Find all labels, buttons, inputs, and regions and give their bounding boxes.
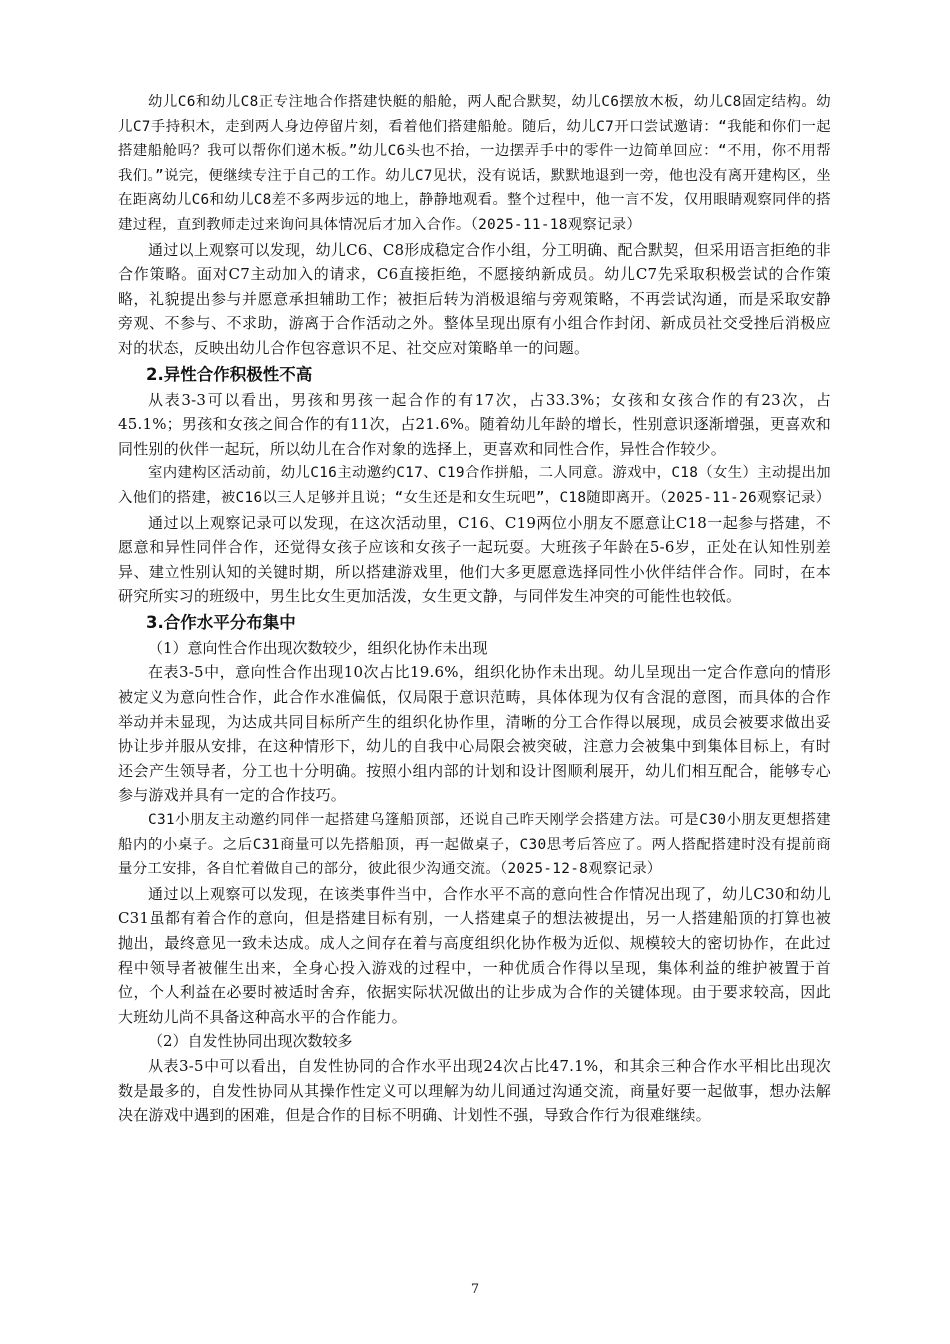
analysis-paragraph-3: 通过以上观察可以发现，在该类事件当中，合作水平不高的意向性合作情况出现了，幼儿C30和幼儿C31虽都有着合作的意向，但是搭建目标有别，一人搭建桌子的想法被提出，另一人搭建船顶的打算也被抛出，最终意见一致未达成。成人之间存在着与高度组织化协作极为近似、规模较大的密切协作，在此过程中领导者被催生出来，全身心投入游戏的过程中，一种优质合作得以呈现，集体利益的维护被置于首位，个人利益在必要时被适时舍弃，依据实际状况做出的让步成为合作的关键体现。由于要求较高，因此大班幼儿尚不具备这种高水平的合作能力。 [118,884,831,1026]
analysis-paragraph-2: 通过以上观察记录可以发现，在这次活动里，C16、C19两位小朋友不愿意让C18一起参与搭建，不愿意和异性同伴合作，还觉得女孩子应该和女孩子一起玩耍。大班孩子年龄在5-6岁，正处在认知性别差异、建立性别认知的关键时期，所以搭建游戏里，他们大多更愿意选择同性小伙伴结伴合作。同时，在本研究所实习的班级中，男生比女生更加活泼，女生更文静，与同伴发生冲突的可能性也较低。 [118,513,831,606]
subheading-2: （2）自发性协同出现次数较多 [148,1032,353,1051]
observation-record-2: 室内建构区活动前，幼儿C16主动邀约C17、C19合作拼船，二人同意。游戏中，C18（女生）主动提出加入他们的搭建，被C16以三人足够并且说；“女生还是和女生玩吧”，C18随即离开。（2025-11-26观察记录） [118,465,831,506]
analysis-paragraph-1: 通过以上观察可以发现，幼儿C6、C8形成稳定合作小组，分工明确、配合默契，但采用语言拒绝的非合作策略。面对C7主动加入的请求，C6直接拒绝，不愿接纳新成员。幼儿C7先采取积极尝试的合作策略，礼貌提出参与并愿意承担辅助工作；被拒后转为消极退缩与旁观策略，不再尝试沟通，而是采取安静旁观、不参与、不求助，游离于合作活动之外。整体呈现出原有小组合作封闭、新成员社交受挫后消极应对的状态，反映出幼儿合作包容意识不足、社交应对策略单一的问题。 [118,240,831,357]
document-page [118,90,831,1128]
subheading-1: （1）意向性合作出现次数较少，组织化协作未出现 [148,638,488,657]
page-number: 7 [470,1282,480,1297]
section-heading-2: 2.异性合作积极性不高 [146,364,313,384]
body-paragraph-gender: 从表3-3可以看出，男孩和男孩一起合作的有17次，占33.3%；女孩和女孩合作的有23次，占45.1%；男孩和女孩之间合作的有11次，占21.6%。随着幼儿年龄的增长，性别意识逐渐增强，更喜欢和同性别的伙伴一起玩，所以幼儿在合作对象的选择上，更喜欢和同性合作，异性合作较少。 [118,390,831,458]
body-paragraph-intentional: 在表3-5中，意向性合作出现10次占比19.6%，组织化协作未出现。幼儿呈现出一定合作意向的情形被定义为意向性合作，此合作水准偏低，仅局限于意识范畴，具体体现为仅有含混的意图，而具体的合作举动并未显现，为达成共同目标所产生的组织化协作里，清晰的分工合作得以展现，成员会被要求做出妥协让步并服从安排，在这种情形下，幼儿的自我中心局限会被突破，注意力会被集中到集体目标上，有时还会产生领导者，分工也十分明确。按照小组内部的计划和设计图顺利展开，幼儿们相互配合，能够专心参与游戏并具有一定的合作技巧。 [118,663,831,805]
observation-record-1: 幼儿C6和幼儿C8正专注地合作搭建快艇的船舱，两人配合默契，幼儿C6摆放木板，幼儿C8固定结构。幼儿C7手持积木，走到两人身边停留片刻，看着他们搭建船舱。随后，幼儿C7开口尝试邀请：“我能和你们一起搭建船舱吗？我可以帮你们递木板。”幼儿C6头也不抬，一边摆弄手中的零件一边简单回应：“不用，你不用帮我们。”说完，便继续专注于自己的工作。幼儿C7见状，没有说话，默默地退到一旁，他也没有离开建构区，坐在距离幼儿C6和幼儿C8差不多两步远的地上，静静地观看。整个过程中，他一言不发，仅用眼睛观察同伴的搭建过程，直到教师走过来询问具体情况后才加入合作。（2025-11-18观察记录） [118,94,831,233]
body-paragraph-spontaneous: 从表3-5中可以看出，自发性协同的合作水平出现24次占比47.1%，和其余三种合作水平相比出现次数是最多的，自发性协同从其操作性定义可以理解为幼儿间通过沟通交流，商量好要一起做事，想办法解决在游戏中遇到的困难，但是合作的目标不明确、计划性不强，导致合作行为很难继续。 [118,1056,831,1125]
section-heading-3: 3.合作水平分布集中 [146,612,296,632]
observation-record-3: C31小朋友主动邀约同伴一起搭建乌篷船顶部，还说自己昨天刚学会搭建方法。可是C30小朋友更想搭建船内的小桌子。之后C31商量可以先搭船顶，再一起做桌子，C30思考后答应了。两人搭配搭建时没有提前商量分工安排，各自忙着做自己的部分，彼此很少沟通交流。（2025-12-8观察记录） [118,812,831,878]
